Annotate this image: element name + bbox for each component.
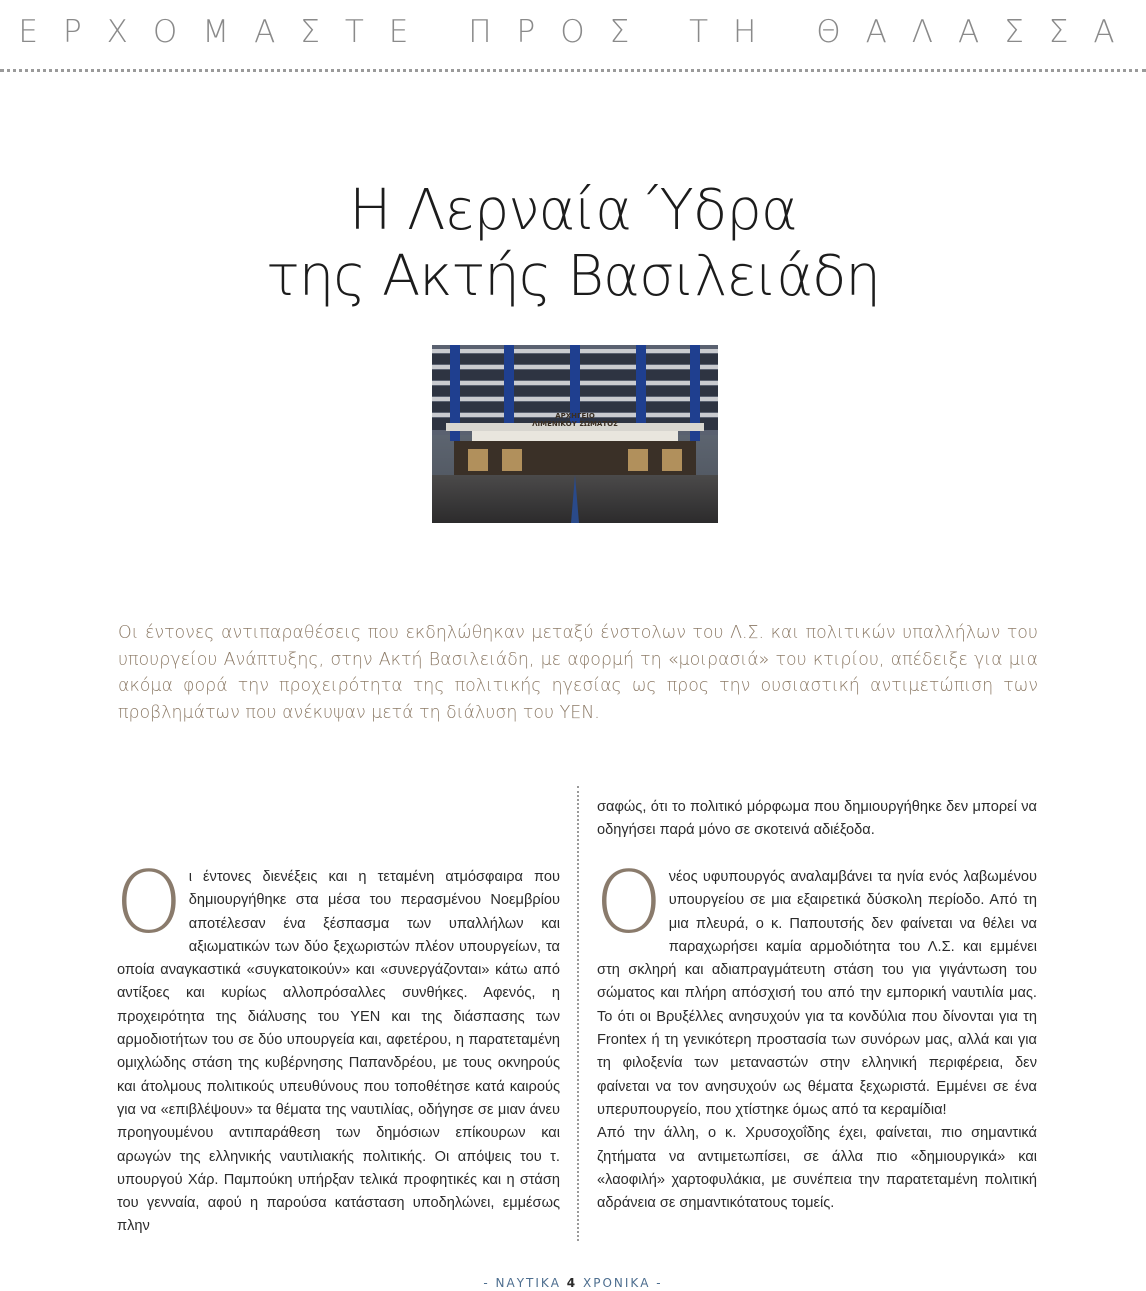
headline-line-2: της Ακτής Βασιλειάδη (266, 244, 880, 309)
right-column (595, 853, 1037, 1215)
right-column-text: νέος υφυπουργός αναλαμβάνει τα ηνία ενός λαβωμένου υπουργείου σε μια εξαιρετικά δύσκολη περίοδο. Από τη μια πλευρά, ο κ. Παπουτσής δεν φαίνεται να θέλει να παραχωρήσει καμία αρμοδιότητα του Λ.Σ. και εμμένει στη σκληρή και αδιαπραγμάτευτη στάση του για γιγάντωση του σώματος και πλήρη απόσχισή του από την εμπορική ναυτιλία μας. Το ότι οι Βρυξέλλες ανησυχούν για τα κονδύλια που δίνονται για τη Frontex ή τη γενικότερη προστασία των συνόρων μας, αλλά και για τη φιλοξενία των μεταναστών στην ελληνική περιφέρεια, δεν φαίνεται να τον ανησυχούν ως θέματα ξεχωριστά. Εμμένει σε ένα υπερυπουργείο, που χτίστηκε όμως από τα κεραμίδια! (597, 869, 1037, 1118)
page-footer (0, 1276, 1146, 1290)
page-number: 4 (566, 1276, 578, 1290)
right-column-continuation (597, 796, 1037, 843)
article-headline (0, 178, 1146, 310)
running-head-title: ΕΡΧΟΜΑΣΤΕ ΠΡΟΣ ΤΗ ΘΑΛΑΣΣΑ (18, 14, 1140, 50)
left-column (115, 853, 560, 1239)
article-lead: Οι έντονες αντιπαραθέσεις που εκδηλώθηκαν μεταξύ ένστολων του Λ.Σ. και πολιτικών υπαλλήλων του υπουργείου Ανάπτυξης, στην Ακτή Βασιλειάδη, με αφορμή τη «μοιρασιά» του κτιρίου, απέδειξε για μια ακόμα φορά την προχειρότητα της πολιτικής ηγεσίας ως προς την ουσιαστική αντιμετώπιση των προβλημάτων που ανέκυψαν μετά τη διάλυση του ΥΕΝ. (118, 623, 1038, 723)
header-divider (0, 69, 1146, 72)
building-sign (432, 412, 718, 428)
footer-right: ΧΡΟΝΙΚΑ - (582, 1276, 663, 1290)
footer-left: - ΝΑΥΤΙΚΑ (483, 1276, 561, 1290)
drop-cap-right: Ο (595, 853, 663, 953)
column-divider (577, 786, 579, 1241)
drop-cap-left: Ο (115, 853, 183, 953)
sign-line-1: ΑΡΧΗΓΕΙΟ (555, 412, 595, 420)
right-column-text-2: Από την άλλη, ο κ. Χρυσοχοΐδης έχει, φαίνεται, πιο σημαντικά ζητήματα να αντιμετωπίσει, σε άλλα πιο «δημιουργικά» και «λαοφιλή» χαρτοφυλάκια, με συνέπεια την παρατεταμένη πολιτική αδράνεια σε σημαντικότατους τομείς. (597, 1125, 1037, 1212)
left-column-text: ι έντονες διενέξεις και η τεταμένη ατμόσφαιρα που δημιουργήθηκε στα μέσα του περασμένου Νοεμβρίου αποτέλεσαν ένα ξέσπασμα των υπαλλήλων και αξιωματικών των δύο ξεχωριστών πλέον υπουργείων, τα οποία αναγκαστικά «συγκατοικούν» και «συνεργάζονται» κάτω από αντίξοες και κυρίως αλλοπρόσαλλες συνθήκες. Αφενός, η προχειρότητα της διάλυσης του ΥΕΝ και της διάσπασης των αρμοδιοτήτων του σε δύο υπουργεία και, αφετέρου, η παρατεταμένη ομιχλώδης στάση της κυβέρνησης Παπανδρέου, με τους οκνηρούς και άτολμους πολιτικούς υπευθύνους που τοποθέτησε κατά καιρούς για να «επιβλέψουν» τα θέματα της ναυτιλίας, οδήγησε σε μιαν άνευ προηγουμένου αντιπαράθεση των δημόσιων επίκουρων και αρωγών της ελληνικής ναυτιλιακής πολιτικής. Οι απόψεις του τ. υπουργού Χάρ. Παμπούκη υπήρξαν τελικά προφητικές και η στάση του γενναία, αφού η παρούσα κατάσταση υποδηλώνει, εμμέσως πλην (117, 869, 560, 1235)
headline-line-1: Η Λερναία Ύδρα (349, 178, 797, 243)
right-continuation-text: σαφώς, ότι το πολιτικό μόρφωμα που δημιουργήθηκε δεν μπορεί να οδηγήσει παρά μόνο σε σκοτεινά αδιέξοδα. (597, 799, 1037, 839)
article-photo (432, 345, 718, 523)
sign-line-2: ΛΙΜΕΝΙΚΟΥ ΣΩΜΑΤΟΣ (532, 420, 618, 428)
